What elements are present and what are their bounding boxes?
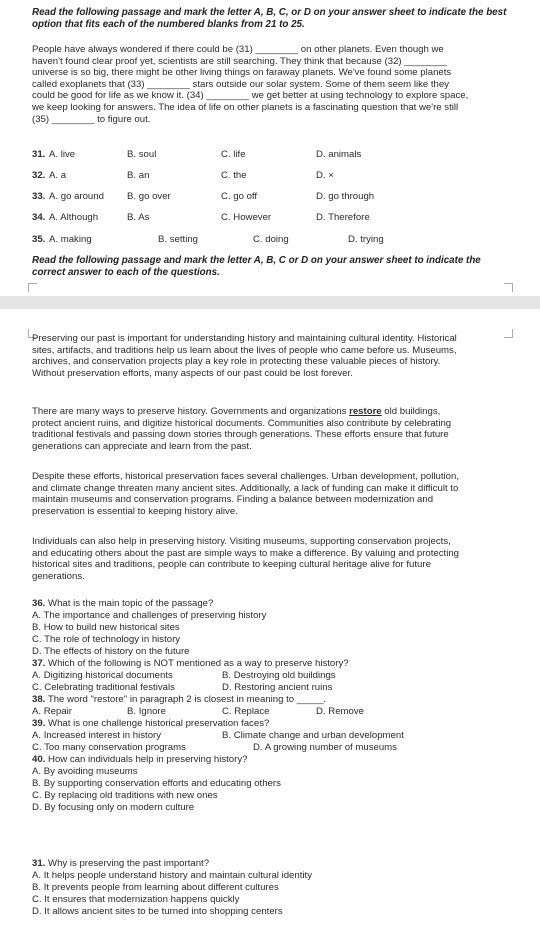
option-d: D. trying: [348, 234, 384, 245]
question-number: 32.: [32, 170, 46, 181]
option-d: D. Therefore: [316, 212, 370, 223]
paragraph-line: Individuals can also help in preserving history. Visiting museums, supporting conservation projects,: [32, 536, 451, 547]
keyword-restore: restore: [349, 406, 382, 417]
option-d: D. It allows ancient sites to be turned into shopping centers: [32, 906, 283, 917]
option-c: C. By replacing old traditions with new ones: [32, 790, 218, 801]
paragraph-line: maintain museums and conservation programs. Finding a balance between modernization and: [32, 494, 434, 506]
reading-paragraph-2: [32, 406, 510, 452]
option-b: B. As: [127, 212, 150, 223]
option-a: A. It helps people understand history and maintain cultural identity: [32, 870, 312, 881]
passage-line: haven't found clear proof yet, scientists are still searching. They think that because (32) ________: [32, 55, 447, 67]
option-b: B. an: [127, 170, 150, 181]
option-b: B. soul: [127, 149, 157, 160]
question-number: 36.: [32, 598, 46, 609]
paragraph-line: and educating others about the past are simple ways to make a difference. By valuing and protecting: [32, 547, 460, 559]
paragraph-line: Preserving our past is important for understanding history and maintaining cultural identity. Historical: [32, 333, 457, 344]
question-number: 35.: [32, 234, 46, 245]
question-38: [32, 694, 512, 706]
question-number: 37.: [32, 658, 46, 669]
option-c: C. It ensures that modernization happens quickly: [32, 894, 240, 905]
option-c: C. Replace: [222, 706, 270, 717]
option-a: A. By avoiding museums: [32, 766, 138, 777]
instruction-reading: Read the following passage and mark the letter A, B, C or D on your answer sheet to indicate the correct answer to each of the questions.: [32, 255, 481, 278]
option-c: C. However: [221, 212, 272, 223]
question-stem: How can individuals help in preserving history?: [48, 754, 248, 765]
passage-line: People have always wondered if there could be (31) ________ on other planets. Even though we: [32, 44, 444, 55]
passage-line: universe is so big, there might be other living things on faraway planets. We've found some planets: [32, 67, 452, 79]
reading-paragraph-4: [32, 536, 510, 582]
option-d: D. ×: [316, 170, 334, 181]
option-b: B. How to build new historical sites: [32, 622, 180, 633]
question-number: 40.: [32, 754, 46, 765]
paragraph-line: generations.: [32, 570, 85, 582]
question-number: 31.: [32, 858, 46, 869]
question-36: [32, 598, 512, 610]
passage-line: (35) ________ to figure out.: [32, 113, 151, 125]
question-31b: [32, 858, 512, 870]
question-stem: The word "restore" in paragraph 2 is closest in meaning to _____.: [47, 694, 327, 705]
question-number: 39.: [32, 718, 46, 729]
option-d: D. The effects of history on the future: [32, 646, 190, 657]
question-34-options: [32, 212, 512, 224]
paragraph-line: traditional festivals and passing down stories through generations. These efforts ensure that future: [32, 429, 449, 441]
option-d: D. Restoring ancient ruins: [222, 682, 333, 693]
paragraph-line: Without preservation efforts, many aspects of our past could be lost forever.: [32, 367, 353, 379]
top-section: [0, 0, 540, 296]
cloze-passage: [32, 44, 510, 125]
paragraph-line: Despite these efforts, historical preservation faces several challenges. Urban development, pollution,: [32, 471, 459, 482]
option-b: B. Climate change and urban development: [222, 730, 404, 741]
option-d: D. animals: [316, 149, 362, 160]
option-c: C. Celebrating traditional festivals: [32, 682, 175, 693]
option-b: B. Ignore: [127, 706, 166, 717]
option-b: B. By supporting conservation efforts and educating others: [32, 778, 281, 789]
passage-line: called exoplanets that (33) ________ stars outside our solar system. Some of them seem like they: [32, 78, 450, 90]
question-39-options-row2: [32, 742, 512, 754]
option-c: C. life: [221, 149, 246, 160]
option-c: C. The role of technology in history: [32, 634, 181, 645]
option-a: A. Repair: [32, 706, 72, 717]
paragraph-line: preservation is essential to keeping history alive.: [32, 505, 238, 517]
option-a: A. live: [49, 149, 76, 160]
bottom-section: [0, 309, 540, 929]
question-stem: Why is preserving the past important?: [48, 858, 210, 869]
reading-paragraph-3: [32, 471, 510, 517]
option-a: A. go around: [49, 191, 104, 202]
paragraph-line: protect ancient ruins, and digitize historical documents. Communities also contribute by celebrating: [32, 417, 452, 429]
question-40: [32, 754, 512, 766]
option-b: B. It prevents people from learning about different cultures: [32, 882, 279, 893]
option-d: D. go through: [316, 191, 375, 202]
question-39: [32, 718, 512, 730]
page-divider: [0, 296, 540, 309]
paragraph-line: generations can appreciate and learn from the past.: [32, 440, 252, 452]
passage-line: could be good for life as we know it. (34) ________ we get better at using technology to explore space,: [32, 90, 469, 102]
question-stem: What is the main topic of the passage?: [48, 598, 214, 609]
option-a: A. Although: [49, 212, 99, 223]
passage-line: we keep looking for answers. The idea of life on other planets is a fascinating question that we're still: [32, 101, 459, 113]
option-c: C. doing: [253, 234, 289, 245]
corner-mark: [28, 283, 37, 292]
question-stem: Which of the following is NOT mentioned as a way to preserve history?: [48, 658, 349, 669]
option-b: B. go over: [127, 191, 171, 202]
option-b: B. setting: [158, 234, 198, 245]
paragraph-line: historical sites and traditions, people can contribute to keeping cultural heritage alive for future: [32, 559, 431, 571]
option-c: C. Too many conservation programs: [32, 742, 186, 753]
question-35-options: [32, 234, 512, 246]
option-a: A. making: [49, 234, 92, 245]
option-c: C. the: [221, 170, 247, 181]
reading-paragraph-1: [32, 333, 510, 379]
paragraph-line: archives, and conservation projects play a key role in protecting these valuable pieces of history.: [32, 356, 441, 368]
question-37-options-row2: [32, 682, 512, 694]
option-d: D. Remove: [316, 706, 364, 717]
option-a: A. Digitizing historical documents: [32, 670, 173, 681]
question-37-options-row1: [32, 670, 512, 682]
option-a: A. Increased interest in history: [32, 730, 162, 741]
question-38-options: [32, 706, 512, 718]
option-d: D. A growing number of museums: [253, 742, 397, 753]
question-31-options: [32, 149, 512, 161]
paragraph-line-with-keyword: There are many ways to preserve history. Governments and organizations restore old buildings,: [32, 406, 441, 417]
option-c: C. go off: [221, 191, 258, 202]
question-stem: What is one challenge historical preservation faces?: [48, 718, 270, 729]
question-number: 38.: [32, 694, 46, 705]
question-number: 34.: [32, 212, 46, 223]
question-33-options: [32, 191, 512, 203]
question-32-options: [32, 170, 512, 182]
option-d: D. By focusing only on modern culture: [32, 802, 195, 813]
paragraph-line: sites, artifacts, and traditions help us learn about the lives of people who came before us. Museums,: [32, 344, 457, 356]
paragraph-line: and climate change threaten many ancient sites. Additionally, a lack of funding can make it difficult to: [32, 482, 459, 494]
option-a: A. The importance and challenges of preserving history: [32, 610, 267, 621]
option-b: B. Destroying old buildings: [222, 670, 336, 681]
question-37: [32, 658, 512, 670]
corner-mark: [504, 283, 513, 292]
option-a: A. a: [49, 170, 67, 181]
question-39-options-row1: [32, 730, 512, 742]
question-number: 31.: [32, 149, 46, 160]
question-number: 33.: [32, 191, 46, 202]
instruction-cloze: Read the following passage and mark the letter A, B, C, or D on your answer sheet to indicate the best option that fits each of the numbered blanks from 21 to 25.: [32, 7, 507, 30]
